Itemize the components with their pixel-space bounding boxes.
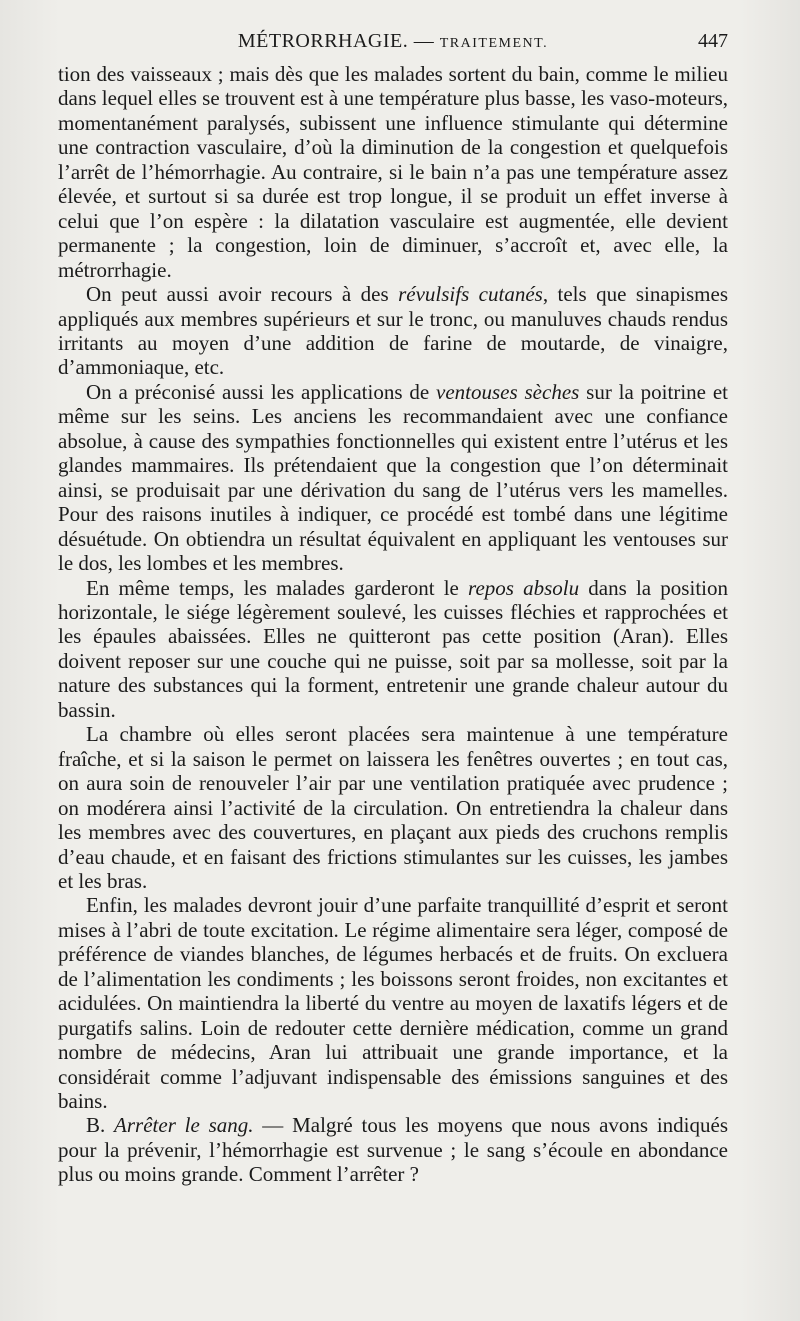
paragraph-arreter-le-sang — [58, 1113, 728, 1186]
emphasis-term: repos absolu — [468, 575, 580, 600]
emphasis-term: révulsifs cutanés — [398, 282, 543, 307]
section-heading: Arrêter le sang. — [114, 1113, 254, 1138]
paragraph-chambre — [58, 722, 728, 893]
running-title-section: TRAITEMENT. — [439, 36, 549, 51]
paragraph-text: En même temps, les malades garderont le — [86, 575, 469, 600]
paragraph-text: sur la poitrine et même sur les seins. Les anciens les recommandaient avec une confiance absolue, à cause des sympathies fonctionnelles qui existent entre l’utérus et les glandes mammaires. Ils prétendaient que la congestion que l’on déterminait ainsi, se produisait par une dérivation du sang de l’utérus vers les mamelles. Pour des raisons inutiles à indiquer, ce procédé est tombé dans une légitime désuétude. On obtiendra un résultat équivalent en appliquant les ventouses sur le dos, les lombes et les membres. — [58, 379, 728, 576]
paragraph-regime — [58, 893, 728, 1113]
paragraph-text: — Malgré tous les moyens que nous avons indiqués pour la prévenir, l’hémorrhagie est survenue ; le sang s’écoule en abondance plus ou moins grande. Comment l’arrêter ? — [58, 1113, 728, 1187]
body-text — [58, 62, 728, 1187]
emphasis-term: ventouses sèches — [436, 379, 580, 404]
paragraph-text: On a préconisé aussi les applications de — [86, 379, 437, 404]
paragraph-text: tion des vaisseaux ; mais dès que les malades sortent du bain, comme le milieu dans lequel elles se trouvent est à une température plus basse, les vaso-moteurs, momentanément paralysés, subissent une influence stimulante qui détermine une contraction vasculaire, d’où la diminution de la congestion et quelquefois l’arrêt de l’hémorrhagie. Au contraire, si le bain n’a pas une température assez élevée, et surtout si sa durée est trop longue, il se produit un effet inverse à celui que l’on espère : la dilatation vasculaire est augmentée, elle devient permanente ; la congestion, loin de diminuer, s’accroît et, avec elle, la métrorrhagie. — [58, 62, 728, 282]
paragraph-repos — [58, 576, 728, 723]
paragraph-ventouses — [58, 380, 728, 576]
running-title-main: MÉTRORRHAGIE. — [237, 30, 409, 52]
paragraph-text: La chambre où elles seront placées sera maintenue à une température fraîche, et si la saison le permet on laissera les fenêtres ouvertes ; en tout cas, on aura soin de renouveler l’air par une ventilation pratiquée avec prudence ; on modérera ainsi l’activité de la circulation. On entretiendra la chaleur dans les membres avec des couvertures, en plaçant aux pieds des cruchons remplis d’eau chaude, et en faisant des frictions stimulantes sur les cuisses, les jambes et les bras. — [58, 722, 728, 893]
paragraph-text: Enfin, les malades devront jouir d’une parfaite tranquillité d’esprit et seront mises à l’abri de toute excitation. Le régime alimentaire sera léger, composé de préférence de viandes blanches, de légumes herbacés et de fruits. On excluera de l’alimentation les condiments ; les boissons seront froides, non excitantes et acidulées. On maintiendra la liberté du ventre au moyen de laxatifs légers et de purgatifs salins. Loin de redouter cette dernière médication, comme un grand nombre de médecins, Aran lui attribuait une grande importance, et la considérait comme l’adjuvant indispensable des émissions sanguines et des bains. — [58, 893, 728, 1114]
paragraph-continuation — [58, 62, 728, 282]
running-title-separator: — — [413, 30, 435, 52]
paragraph-text: On peut aussi avoir recours à des — [86, 282, 399, 307]
paragraph-text: dans la position horizontale, le siége légèrement soulevé, les cuisses fléchies et rapprochées et les épaules abaissées. Elles ne quitteront pas cette position (Aran). Elles doivent reposer sur une couche qui ne puisse, soit par sa mollesse, soit par la nature des substances qui la forment, entretenir une grande chaleur autour du bassin. — [58, 575, 728, 722]
running-head — [58, 30, 728, 60]
paragraph-text: , tels que sinapismes appliqués aux membres supérieurs et sur le tronc, ou manuluves chauds rendus irritants au moyen d’une addition de farine de moutarde, de vinaigre, d’ammoniaque, etc. — [58, 282, 729, 380]
paragraph-revulsifs — [58, 282, 728, 380]
running-title — [58, 30, 728, 53]
page-number: 447 — [698, 30, 728, 52]
paragraph-text: B. — [86, 1113, 115, 1138]
